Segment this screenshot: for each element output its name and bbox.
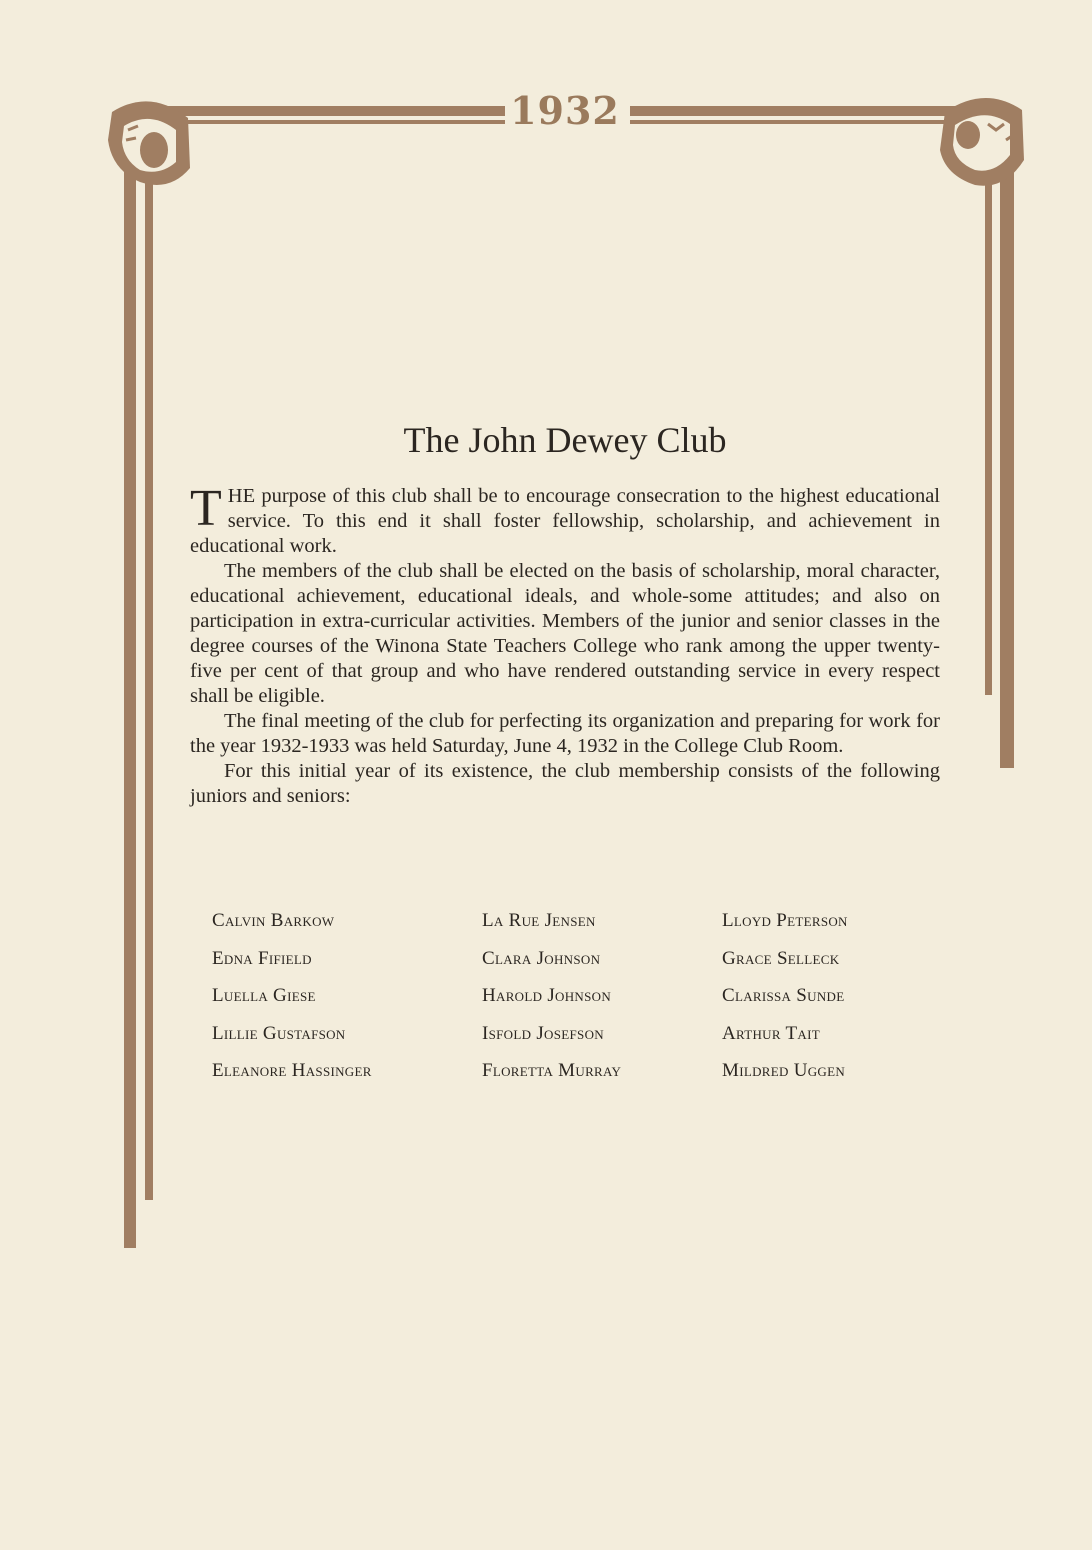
tragedy-mask-icon [108,101,190,185]
comedy-mask-icon [940,98,1024,186]
paragraph-4: For this initial year of its existence, the club membership consists of the following juniors and seniors: [190,760,940,807]
member-name: Luella Giese [212,985,316,1006]
year-heading: 1932 [510,88,620,133]
member-name: Isfold Josefson [482,1022,604,1044]
member-name: Calvin Barkow [212,910,335,931]
member-name: Clara Johnson [482,947,601,969]
member-name: Clarissa Sunde [722,985,845,1006]
member-name: Harold Johnson [482,985,612,1006]
member-name: La Rue Jensen [482,910,596,931]
member-name: Eleanore Hassinger [212,1060,372,1081]
member-name: Lloyd Peterson [722,910,848,931]
paragraph-1: THE purpose of this club shall be to encourage consecration to the highest educational service. To this end it shall foster fellowship, scholarship, and achievement in educational work. [190,480,940,557]
member-name: Edna Fifield [212,947,312,969]
drop-cap: T [190,480,222,537]
member-name: Arthur Tait [722,1022,820,1044]
member-name: Floretta Murray [482,1060,622,1081]
article-body [190,480,940,809]
paragraph-2: The members of the club shall be elected on the basis of scholarship, moral character, educational achievement, educational ideals, and whole-some attitudes; and also on participation in extra-curricular activities. Members of the junior and senior classes in the degree courses of the Winona State Teachers College who rank among the upper twenty-five per cent of that group and who have rendered outstanding service in every respect shall be eligible. [190,560,940,707]
paragraph-3: The final meeting of the club for perfecting its organization and preparing for work for the year 1932-1933 was held Saturday, June 4, 1932 in the College Club Room. [190,710,940,757]
member-name: Grace Selleck [722,947,840,969]
member-name: Lillie Gustafson [212,1022,346,1044]
member-name: Mildred Uggen [722,1060,846,1081]
member-list [212,908,932,1084]
page-title: The John Dewey Club [403,420,727,460]
